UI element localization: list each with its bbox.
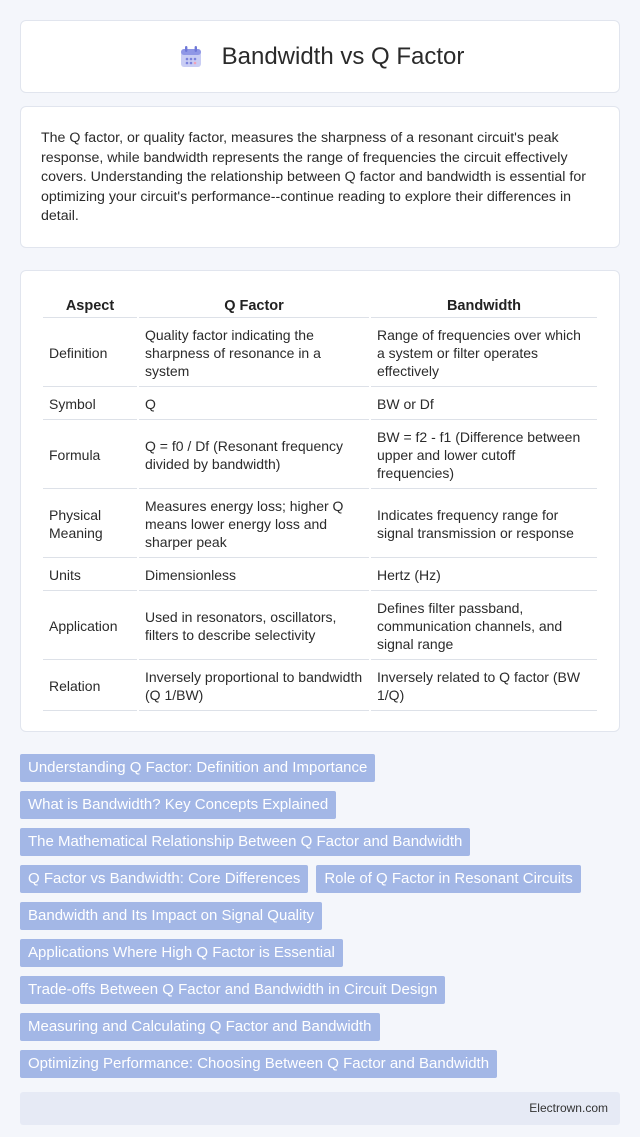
column-header-bandwidth: Bandwidth <box>371 293 597 318</box>
table-cell-q-factor: Measures energy loss; higher Q means lower energy loss and sharper peak <box>139 491 369 558</box>
page-title: Bandwidth vs Q Factor <box>221 42 465 70</box>
related-topics-tags <box>20 754 620 1078</box>
table-cell-bandwidth: BW or Df <box>371 389 597 420</box>
table-cell-bandwidth: Defines filter passband, communication channels, and signal range <box>371 593 597 660</box>
table-cell-bandwidth: Range of frequencies over which a system or filter operates effectively <box>371 320 597 387</box>
table-cell-bandwidth: Inversely related to Q factor (BW 1/Q) <box>371 662 597 711</box>
table-cell-bandwidth: BW = f2 - f1 (Difference between upper and lower cutoff frequencies) <box>371 422 597 489</box>
table-cell-aspect: Physical Meaning <box>43 491 137 558</box>
topic-tag-link[interactable]: Trade-offs Between Q Factor and Bandwidth in Circuit Design <box>20 976 445 1004</box>
table-row <box>43 491 597 558</box>
topic-tag-link[interactable]: Measuring and Calculating Q Factor and Bandwidth <box>20 1013 380 1041</box>
table-cell-aspect: Application <box>43 593 137 660</box>
table-row <box>43 320 597 387</box>
topic-tag-link[interactable]: Understanding Q Factor: Definition and Importance <box>20 754 375 782</box>
topic-tag-link[interactable]: What is Bandwidth? Key Concepts Explained <box>20 791 336 819</box>
comparison-table-card <box>20 270 620 732</box>
topic-tag-link[interactable]: Q Factor vs Bandwidth: Core Differences <box>20 865 308 893</box>
table-header-row <box>43 293 597 318</box>
table-cell-q-factor: Inversely proportional to bandwidth (Q 1/BW) <box>139 662 369 711</box>
table-row <box>43 422 597 489</box>
table-cell-q-factor: Quality factor indicating the sharpness of resonance in a system <box>139 320 369 387</box>
table-row <box>43 560 597 591</box>
table-cell-q-factor: Q <box>139 389 369 420</box>
table-cell-q-factor: Used in resonators, oscillators, filters to describe selectivity <box>139 593 369 660</box>
intro-text: The Q factor, or quality factor, measures the sharpness of a resonant circuit's peak response, while bandwidth represents the range of frequencies the circuit effectively covers. Understanding the relationship between Q factor and bandwidth is essential for optimizing your circuit's performance--continue reading to explore their differences in detail. <box>41 130 586 224</box>
topic-tag-link[interactable]: Optimizing Performance: Choosing Between Q Factor and Bandwidth <box>20 1050 497 1078</box>
table-cell-aspect: Units <box>43 560 137 591</box>
table-row <box>43 389 597 420</box>
table-cell-bandwidth: Indicates frequency range for signal transmission or response <box>371 491 597 558</box>
comparison-table <box>41 291 599 713</box>
column-header-q-factor: Q Factor <box>139 293 369 318</box>
table-cell-q-factor: Q = f0 / Df (Resonant frequency divided by bandwidth) <box>139 422 369 489</box>
table-cell-aspect: Definition <box>43 320 137 387</box>
table-cell-aspect: Relation <box>43 662 137 711</box>
table-cell-aspect: Formula <box>43 422 137 489</box>
footer-site-name: Electrown.com <box>529 1101 608 1115</box>
topic-tag-link[interactable]: Bandwidth and Its Impact on Signal Quality <box>20 902 322 930</box>
table-row <box>43 662 597 711</box>
table-cell-q-factor: Dimensionless <box>139 560 369 591</box>
page-header <box>20 20 620 93</box>
topic-tag-link[interactable]: Role of Q Factor in Resonant Circuits <box>316 865 580 893</box>
table-cell-bandwidth: Hertz (Hz) <box>371 560 597 591</box>
table-cell-aspect: Symbol <box>43 389 137 420</box>
table-row <box>43 593 597 660</box>
topic-tag-link[interactable]: Applications Where High Q Factor is Essential <box>20 939 343 967</box>
intro-card <box>20 106 620 248</box>
page-footer <box>20 1092 620 1125</box>
topic-tag-link[interactable]: The Mathematical Relationship Between Q Factor and Bandwidth <box>20 828 470 856</box>
column-header-aspect: Aspect <box>43 293 137 318</box>
calendar-icon <box>176 42 206 72</box>
